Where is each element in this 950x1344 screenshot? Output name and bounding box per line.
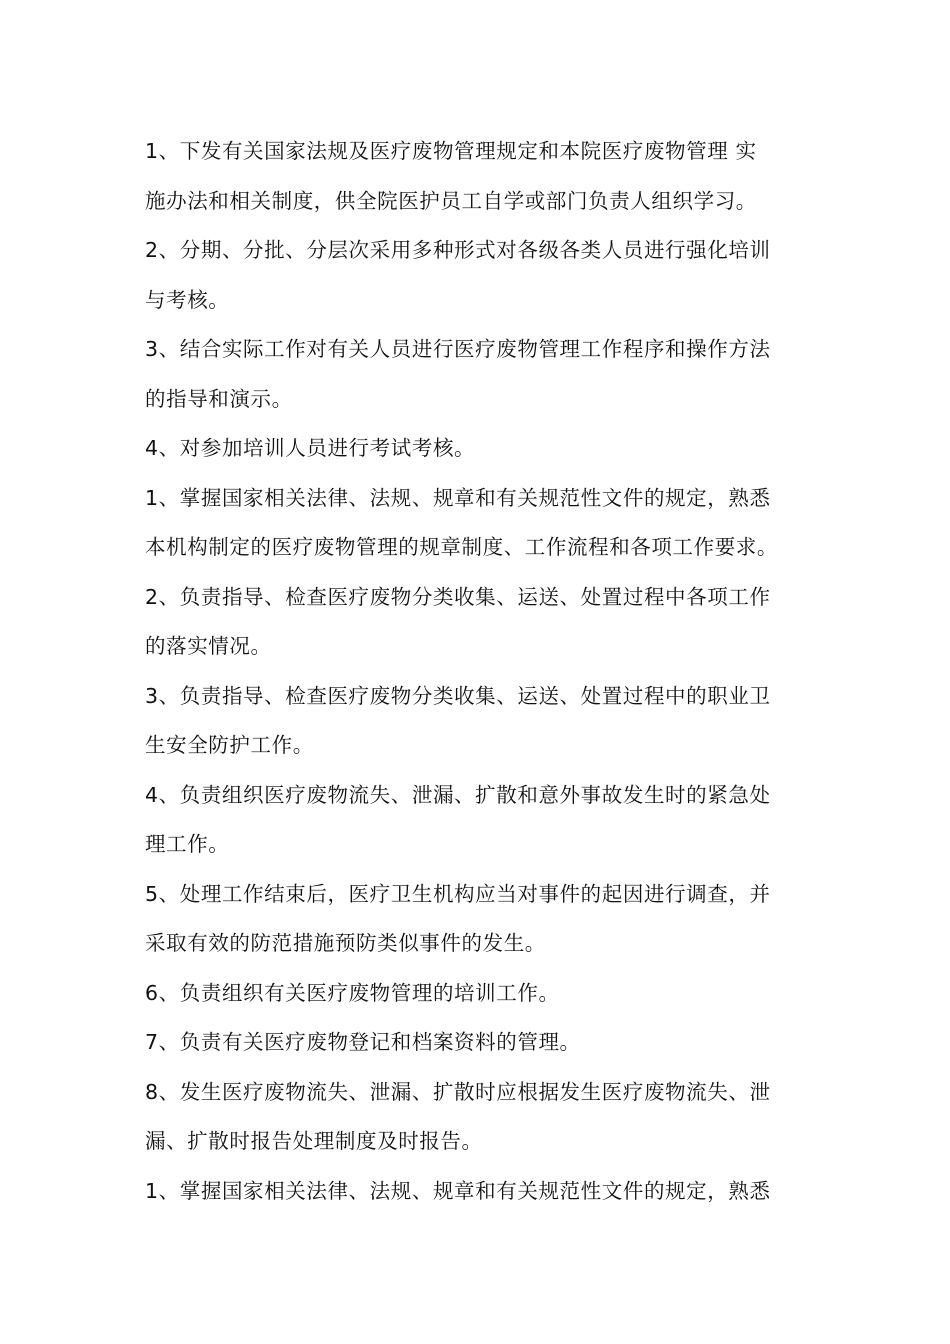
text-line: 本机构制定的医疗废物管理的规章制度、工作流程和各项工作要求。 — [145, 535, 778, 559]
text-line: 2、分期、分批、分层次采用多种形式对各级各类人员进行强化培训 — [145, 238, 771, 262]
document-body — [145, 127, 810, 1216]
text-line: 理工作。 — [145, 832, 230, 856]
text-line: 4、对参加培训人员进行考试考核。 — [145, 436, 476, 460]
text-line: 1、掌握国家相关法律、法规、规章和有关规范性文件的规定，熟悉 — [145, 485, 771, 510]
text-line: 3、结合实际工作对有关人员进行医疗废物管理工作程序和操作方法 — [145, 337, 771, 361]
text-line: 7、负责有关医疗废物登记和档案资料的管理。 — [145, 1030, 581, 1054]
text-line: 3、负责指导、检查医疗废物分类收集、运送、处置过程中的职业卫 — [145, 683, 771, 708]
text-line: 的落实情况。 — [145, 634, 272, 658]
text-line: 5、处理工作结束后，医疗卫生机构应当对事件的起因进行调查，并 — [145, 881, 771, 906]
text-line: 6、负责组织有关医疗废物管理的培训工作。 — [145, 980, 560, 1005]
text-line: 与考核。 — [145, 287, 230, 312]
text-line: 的指导和演示。 — [145, 386, 293, 411]
text-line: 采取有效的防范措施预防类似事件的发生。 — [145, 931, 546, 955]
text-line: 1、掌握国家相关法律、法规、规章和有关规范性文件的规定，熟悉 — [145, 1178, 771, 1203]
text-line: 4、负责组织医疗废物流失、泄漏、扩散和意外事故发生时的紧急处 — [145, 782, 771, 807]
text-line: 1、下发有关国家法规及医疗废物管理规定和本院医疗废物管理 实 — [145, 139, 757, 163]
text-line: 施办法和相关制度，供全院医护员工自学或部门负责人组织学习。 — [145, 188, 757, 213]
text-line: 生安全防护工作。 — [145, 733, 314, 757]
text-line: 漏、扩散时报告处理制度及时报告。 — [145, 1129, 483, 1153]
text-line: 2、负责指导、检查医疗废物分类收集、运送、处置过程中各项工作 — [145, 584, 771, 609]
text-line: 8、发生医疗废物流失、泄漏、扩散时应根据发生医疗废物流失、泄 — [145, 1079, 771, 1104]
